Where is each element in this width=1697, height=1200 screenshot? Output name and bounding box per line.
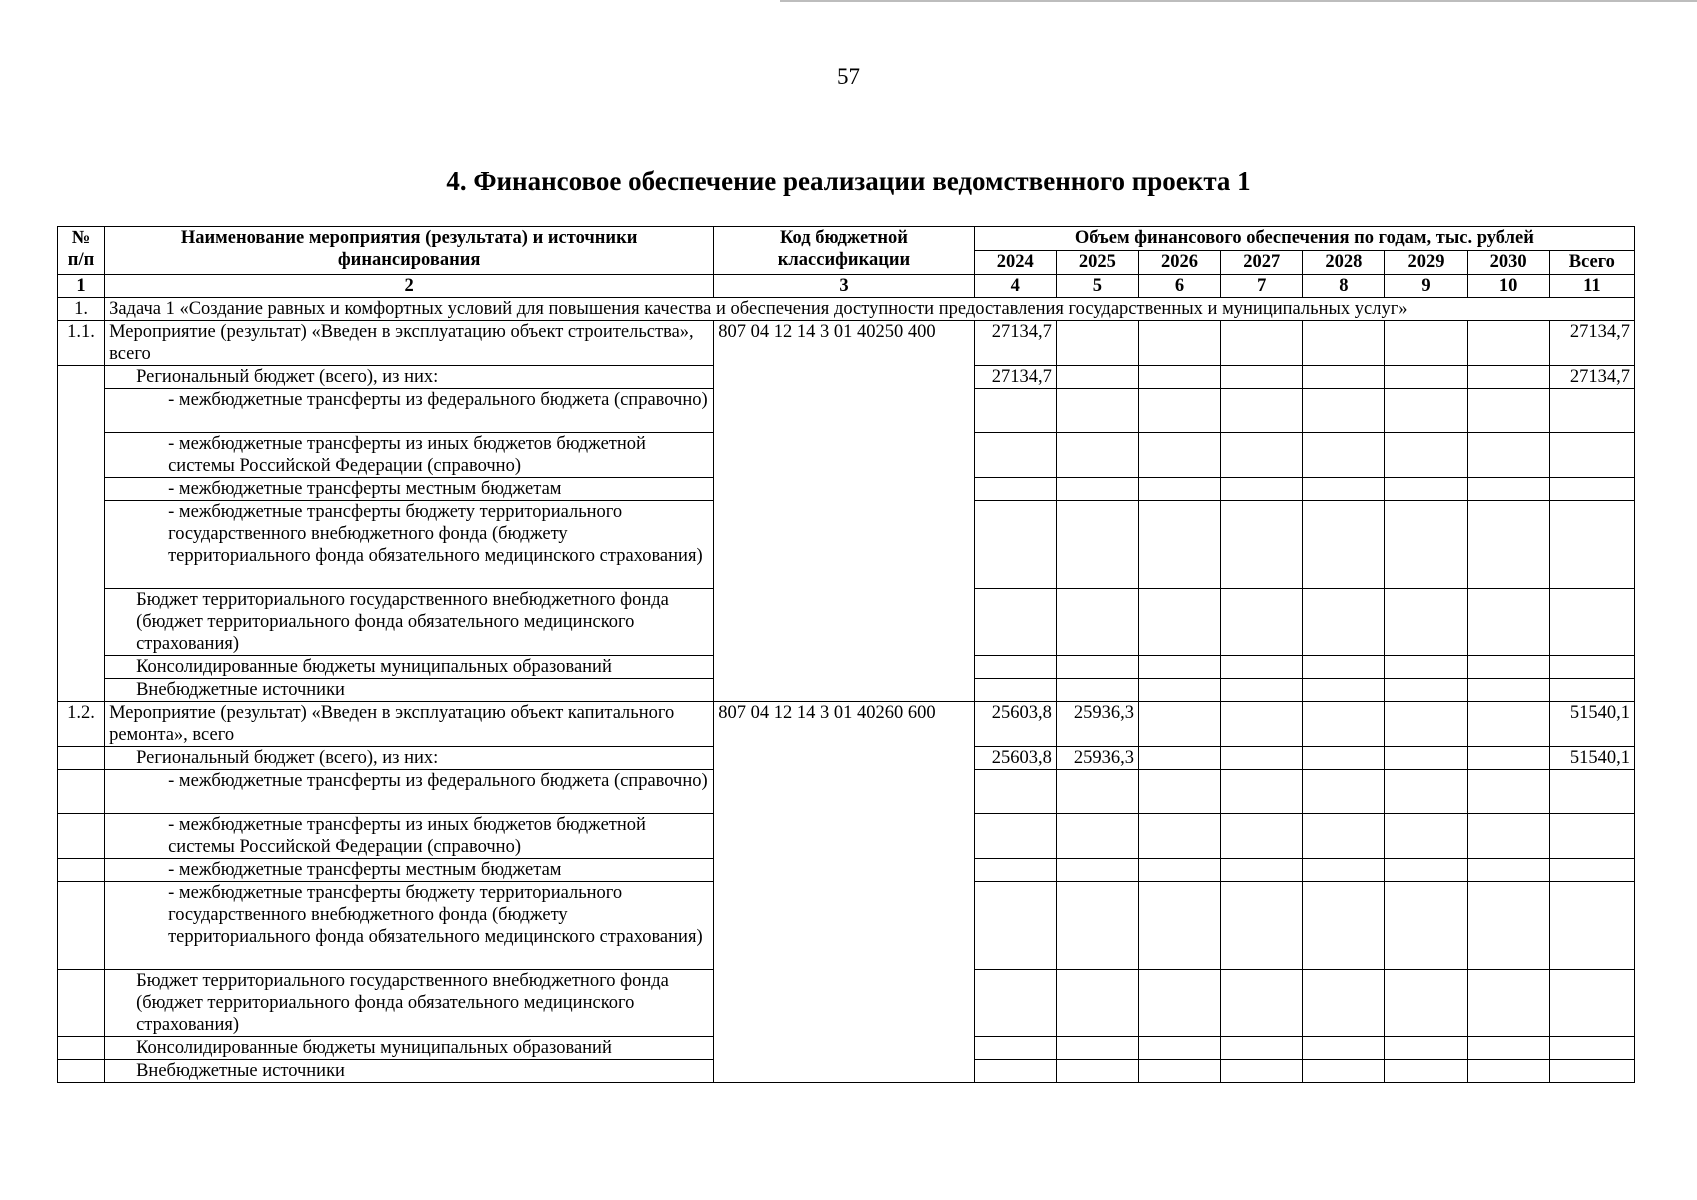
value-year xyxy=(1056,478,1138,501)
value-year xyxy=(1138,679,1220,702)
value-year xyxy=(1303,679,1385,702)
value-year xyxy=(1467,859,1549,882)
value-year xyxy=(1467,589,1549,656)
source-name: Консолидированные бюджеты муниципальных образований xyxy=(105,1037,714,1060)
value-year xyxy=(1303,656,1385,679)
value-year xyxy=(1303,366,1385,389)
source-name: Консолидированные бюджеты муниципальных образований xyxy=(105,656,714,679)
header-total: Всего xyxy=(1549,251,1634,275)
source-name: Бюджет территориального государственного внебюджетного фонда (бюджет территориального фонда обязательного медицинского страхования) xyxy=(105,970,714,1037)
value-year xyxy=(1467,478,1549,501)
source-name: - межбюджетные трансферты из федерального бюджета (справочно) xyxy=(105,770,714,814)
value-year xyxy=(1138,366,1220,389)
value-year: 27134,7 xyxy=(974,321,1056,366)
measure-row xyxy=(58,702,1635,747)
value-year xyxy=(1385,679,1467,702)
value-total xyxy=(1549,589,1634,656)
value-year xyxy=(974,433,1056,478)
value-year xyxy=(1138,859,1220,882)
source-number-cell xyxy=(58,770,105,814)
value-year xyxy=(1056,970,1138,1037)
value-year xyxy=(1467,702,1549,747)
source-number-cell xyxy=(58,679,105,702)
value-year xyxy=(1467,656,1549,679)
value-year xyxy=(1221,321,1303,366)
value-year xyxy=(1467,679,1549,702)
header-code: Код бюджетной классификации xyxy=(714,227,974,275)
source-name: Бюджет территориального государственного внебюджетного фонда (бюджет территориального фонда обязательного медицинского страхования) xyxy=(105,589,714,656)
value-year: 25603,8 xyxy=(974,702,1056,747)
value-year: 27134,7 xyxy=(974,366,1056,389)
value-year xyxy=(1303,814,1385,859)
value-total xyxy=(1549,882,1634,970)
source-number-cell xyxy=(58,656,105,679)
value-year xyxy=(1221,814,1303,859)
value-year xyxy=(1138,389,1220,433)
value-year xyxy=(1138,1037,1220,1060)
value-year xyxy=(1303,1037,1385,1060)
header-year: 2026 xyxy=(1138,251,1220,275)
value-total xyxy=(1549,478,1634,501)
source-number-cell xyxy=(58,478,105,501)
value-year xyxy=(1221,389,1303,433)
value-year xyxy=(974,859,1056,882)
value-year xyxy=(1056,589,1138,656)
value-year xyxy=(1385,1037,1467,1060)
value-year xyxy=(1138,970,1220,1037)
value-year xyxy=(1303,747,1385,770)
value-year xyxy=(1056,1037,1138,1060)
value-year xyxy=(1385,882,1467,970)
value-year xyxy=(1467,882,1549,970)
value-total: 27134,7 xyxy=(1549,321,1634,366)
value-year xyxy=(1303,1060,1385,1083)
value-year xyxy=(1138,656,1220,679)
value-year xyxy=(1303,770,1385,814)
value-total: 51540,1 xyxy=(1549,702,1634,747)
header-year: 2028 xyxy=(1303,251,1385,275)
value-year xyxy=(1467,366,1549,389)
source-name: - межбюджетные трансферты местным бюджетам xyxy=(105,859,714,882)
value-year xyxy=(1056,501,1138,589)
value-year xyxy=(1221,1060,1303,1083)
column-number: 8 xyxy=(1303,275,1385,298)
value-year xyxy=(1467,389,1549,433)
value-year xyxy=(1221,433,1303,478)
measure-name: Мероприятие (результат) «Введен в эксплуатацию объект капитального ремонта», всего xyxy=(105,702,714,747)
value-year xyxy=(1221,501,1303,589)
value-year xyxy=(1221,656,1303,679)
column-number: 11 xyxy=(1549,275,1634,298)
value-total xyxy=(1549,1037,1634,1060)
source-name: - межбюджетные трансферты бюджету территориального государственного внебюджетного фонда (бюджету территориального фонда обязательного медицинского страхования) xyxy=(105,501,714,589)
value-year xyxy=(974,589,1056,656)
value-total xyxy=(1549,859,1634,882)
source-number-cell xyxy=(58,970,105,1037)
value-year xyxy=(1467,770,1549,814)
value-total: 27134,7 xyxy=(1549,366,1634,389)
column-number: 5 xyxy=(1056,275,1138,298)
value-year xyxy=(1221,882,1303,970)
column-number: 3 xyxy=(714,275,974,298)
value-year xyxy=(1221,366,1303,389)
page-title: 4. Финансовое обеспечение реализации ведомственного проекта 1 xyxy=(446,166,1251,196)
value-year xyxy=(1303,321,1385,366)
value-year xyxy=(1056,882,1138,970)
source-number-cell xyxy=(58,747,105,770)
value-year xyxy=(1056,433,1138,478)
value-year xyxy=(1056,859,1138,882)
value-year xyxy=(1221,589,1303,656)
header-year: 2027 xyxy=(1221,251,1303,275)
value-year xyxy=(974,656,1056,679)
source-number-cell xyxy=(58,366,105,389)
task-text: Задача 1 «Создание равных и комфортных условий для повышения качества и обеспечения доступности предоставления государственных и муниципальных услуг» xyxy=(105,298,1635,321)
column-number: 4 xyxy=(974,275,1056,298)
value-year xyxy=(1467,1060,1549,1083)
value-year xyxy=(1221,970,1303,1037)
source-name: - межбюджетные трансферты местным бюджетам xyxy=(105,478,714,501)
source-name: - межбюджетные трансферты из иных бюджетов бюджетной системы Российской Федерации (справочно) xyxy=(105,814,714,859)
value-year xyxy=(1221,478,1303,501)
value-year xyxy=(1303,702,1385,747)
value-year: 25603,8 xyxy=(974,747,1056,770)
value-total xyxy=(1549,656,1634,679)
header-year: 2024 xyxy=(974,251,1056,275)
value-year xyxy=(1056,656,1138,679)
value-year xyxy=(974,679,1056,702)
value-year xyxy=(1467,433,1549,478)
value-year xyxy=(1138,321,1220,366)
value-year: 25936,3 xyxy=(1056,702,1138,747)
value-year xyxy=(1138,589,1220,656)
value-total xyxy=(1549,970,1634,1037)
source-number-cell xyxy=(58,814,105,859)
header-num: № п/п xyxy=(58,227,105,275)
value-year xyxy=(1467,1037,1549,1060)
value-year xyxy=(1138,501,1220,589)
value-year xyxy=(1303,859,1385,882)
measure-number: 1.2. xyxy=(58,702,105,747)
value-year xyxy=(974,814,1056,859)
value-total xyxy=(1549,501,1634,589)
source-number-cell xyxy=(58,389,105,433)
value-year xyxy=(1385,321,1467,366)
value-year xyxy=(1221,747,1303,770)
value-year xyxy=(1385,656,1467,679)
value-year xyxy=(1385,366,1467,389)
value-year xyxy=(974,970,1056,1037)
value-year xyxy=(1385,859,1467,882)
page-top-divider xyxy=(780,0,1697,2)
value-year xyxy=(1385,589,1467,656)
value-year xyxy=(1385,770,1467,814)
value-year xyxy=(974,1037,1056,1060)
measure-row xyxy=(58,321,1635,366)
value-year xyxy=(974,478,1056,501)
budget-code: 807 04 12 14 3 01 40250 400 xyxy=(714,321,974,702)
source-number-cell xyxy=(58,433,105,478)
value-year xyxy=(1467,321,1549,366)
measure-number: 1.1. xyxy=(58,321,105,366)
header-year: 2030 xyxy=(1467,251,1549,275)
value-year xyxy=(1138,433,1220,478)
value-year xyxy=(1138,478,1220,501)
value-year xyxy=(1385,501,1467,589)
value-year xyxy=(1138,1060,1220,1083)
value-year xyxy=(1056,770,1138,814)
column-number: 2 xyxy=(105,275,714,298)
value-year xyxy=(1056,389,1138,433)
value-year xyxy=(1138,747,1220,770)
value-year xyxy=(1221,702,1303,747)
value-year xyxy=(1385,1060,1467,1083)
header-row-top xyxy=(58,227,1635,251)
value-year xyxy=(974,1060,1056,1083)
value-year xyxy=(1221,679,1303,702)
value-year xyxy=(1303,589,1385,656)
measure-name: Мероприятие (результат) «Введен в эксплуатацию объект строительства», всего xyxy=(105,321,714,366)
value-year xyxy=(1138,702,1220,747)
value-year xyxy=(1467,814,1549,859)
task-number: 1. xyxy=(58,298,105,321)
value-year xyxy=(1221,1037,1303,1060)
source-number-cell xyxy=(58,882,105,970)
source-number-cell xyxy=(58,589,105,656)
value-year xyxy=(1467,501,1549,589)
header-volume: Объем финансового обеспечения по годам, тыс. рублей xyxy=(974,227,1634,251)
value-total xyxy=(1549,1060,1634,1083)
value-year xyxy=(1467,747,1549,770)
source-number-cell xyxy=(58,1037,105,1060)
value-year xyxy=(1056,814,1138,859)
value-year xyxy=(1138,814,1220,859)
source-name: Внебюджетные источники xyxy=(105,679,714,702)
column-number: 7 xyxy=(1221,275,1303,298)
budget-code: 807 04 12 14 3 01 40260 600 xyxy=(714,702,974,1083)
column-number: 9 xyxy=(1385,275,1467,298)
value-year xyxy=(974,389,1056,433)
value-year xyxy=(1385,433,1467,478)
task-row xyxy=(58,298,1635,321)
source-name: - межбюджетные трансферты бюджету территориального государственного внебюджетного фонда (бюджету территориального фонда обязательного медицинского страхования) xyxy=(105,882,714,970)
value-year xyxy=(1385,814,1467,859)
source-name: Региональный бюджет (всего), из них: xyxy=(105,747,714,770)
source-number-cell xyxy=(58,501,105,589)
value-year xyxy=(1303,433,1385,478)
header-name: Наименование мероприятия (результата) и источники финансирования xyxy=(105,227,714,275)
value-year xyxy=(1303,882,1385,970)
value-year xyxy=(1303,478,1385,501)
value-year: 25936,3 xyxy=(1056,747,1138,770)
value-total xyxy=(1549,679,1634,702)
value-year xyxy=(1385,702,1467,747)
value-year xyxy=(1221,770,1303,814)
value-year xyxy=(974,501,1056,589)
value-year xyxy=(1138,770,1220,814)
value-year xyxy=(974,882,1056,970)
value-year xyxy=(1467,970,1549,1037)
financing-table xyxy=(57,226,1635,1083)
value-year xyxy=(1385,970,1467,1037)
source-name: Внебюджетные источники xyxy=(105,1060,714,1083)
header-year: 2025 xyxy=(1056,251,1138,275)
value-year xyxy=(1385,478,1467,501)
value-year xyxy=(1303,501,1385,589)
value-year xyxy=(1385,747,1467,770)
source-number-cell xyxy=(58,859,105,882)
value-year xyxy=(1056,321,1138,366)
column-number: 1 xyxy=(58,275,105,298)
value-total xyxy=(1549,814,1634,859)
source-name: - межбюджетные трансферты из иных бюджетов бюджетной системы Российской Федерации (справочно) xyxy=(105,433,714,478)
value-year xyxy=(1303,389,1385,433)
value-year xyxy=(1303,970,1385,1037)
source-number-cell xyxy=(58,1060,105,1083)
header-year: 2029 xyxy=(1385,251,1467,275)
value-year xyxy=(1138,882,1220,970)
value-year xyxy=(1056,679,1138,702)
column-number-row xyxy=(58,275,1635,298)
column-number: 6 xyxy=(1138,275,1220,298)
value-year xyxy=(974,770,1056,814)
value-total xyxy=(1549,433,1634,478)
page-number: 57 xyxy=(837,64,860,89)
value-year xyxy=(1221,859,1303,882)
value-total xyxy=(1549,389,1634,433)
value-year xyxy=(1056,366,1138,389)
source-name: - межбюджетные трансферты из федерального бюджета (справочно) xyxy=(105,389,714,433)
column-number: 10 xyxy=(1467,275,1549,298)
value-total: 51540,1 xyxy=(1549,747,1634,770)
value-year xyxy=(1385,389,1467,433)
source-name: Региональный бюджет (всего), из них: xyxy=(105,366,714,389)
value-year xyxy=(1056,1060,1138,1083)
value-total xyxy=(1549,770,1634,814)
